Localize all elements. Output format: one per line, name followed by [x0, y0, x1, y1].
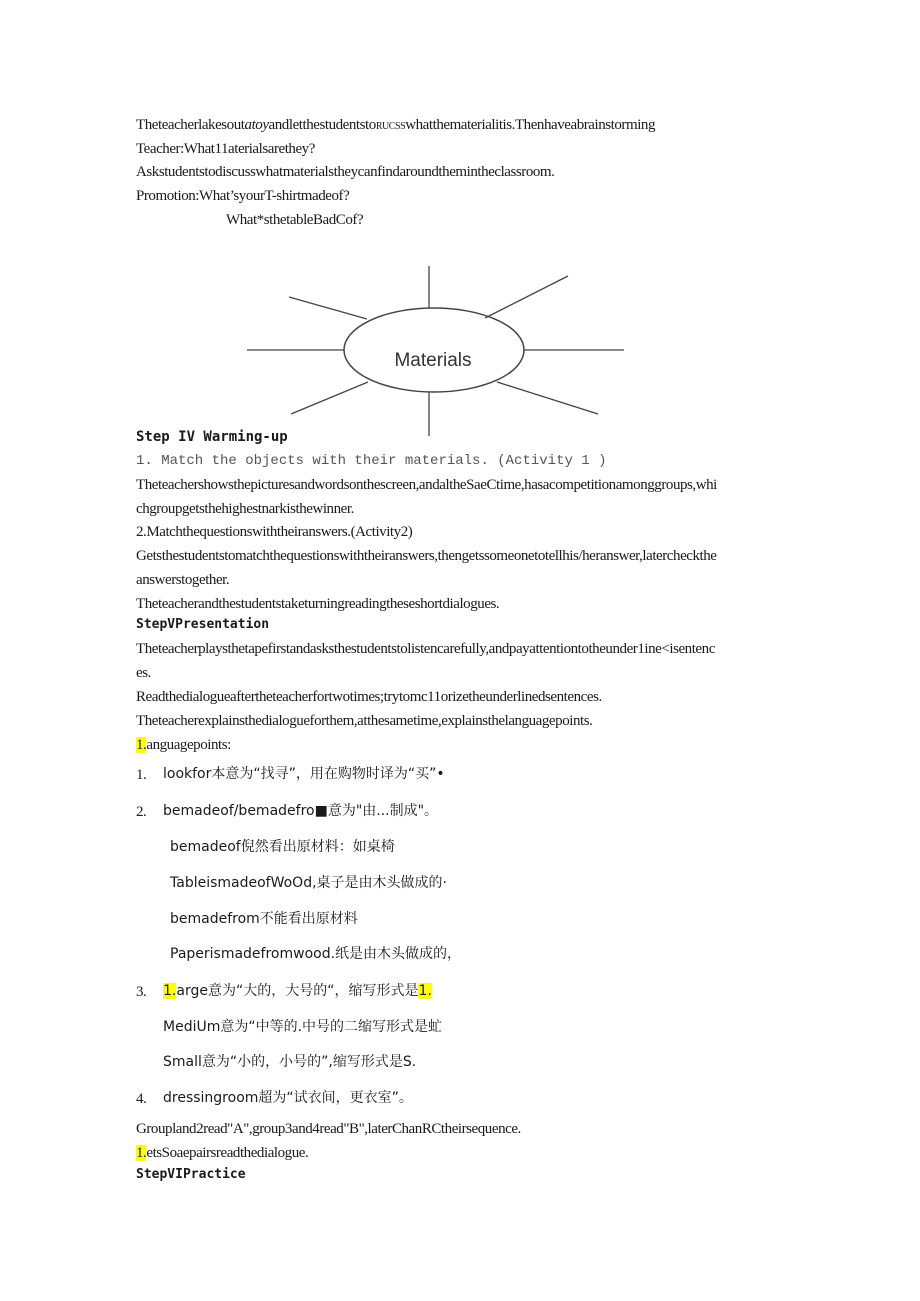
step4-heading: Step IV Warming-up	[136, 429, 288, 445]
item-2-text: bemadeof/bemadefro■意为"由...制成"。	[163, 803, 439, 819]
spoke-lower-left	[291, 382, 368, 414]
step4-para2-b: answerstogether.	[136, 572, 230, 588]
step5-para2: Readthedialogueaftertheteacherfortwotimes;trytomc11orizetheunderlinedsentences.	[136, 689, 602, 705]
spoke-lower-right	[497, 382, 598, 414]
item-3-sub-2: Small意为“小的，小号的”,缩写形式是S.	[163, 1054, 417, 1070]
highlight-mark: 1.	[418, 983, 432, 999]
item-3-number: 3.	[136, 984, 147, 1000]
highlight-mark: 1.	[136, 737, 147, 753]
step5-para5: 1.etsSoaepairsreadthedialogue.	[136, 1145, 309, 1161]
item-2-sub-2: TableismadeofWoOd,桌子是由木头做成的·	[170, 875, 447, 891]
spoke-upper-right	[485, 276, 568, 318]
highlight-mark: 1.	[163, 983, 177, 999]
item-2-sub-4: Paperismadefromwood.纸是由木头做成的，	[170, 946, 462, 962]
item-2-number: 2.	[136, 804, 147, 820]
step4-para1-b: chgroupgetsthehighestnarkisthewinner.	[136, 501, 354, 517]
intro-line-5: What*sthetableBadCof?	[226, 212, 364, 228]
step4-activity2: 2.Matchthequestionswiththeiranswers.(Activity2)	[136, 524, 413, 540]
item-3-text: 1.arge意为“大的，大号的“，缩写形式是1.	[163, 983, 432, 999]
item-1-text: lookfor本意为“找寻”，用在购物时译为“买”•	[163, 766, 445, 782]
intro-line-1: TheteacherlakesoutatoyandletthestudentstoRUCSSwhatthematerialitis.Thenhaveabrainstorming	[136, 117, 656, 133]
step5-para4: Groupland2read"A",group3and4read"B",laterChanRCtheirsequence.	[136, 1121, 521, 1137]
center-label: Materials	[394, 350, 472, 371]
item-1-number: 1.	[136, 767, 147, 783]
step5-para1-a: Theteacherplaysthetapefirstandasksthestudentstolistencarefully,andpayattentiontotheunder1ine<isentenc	[136, 641, 715, 657]
step4-activity1: 1. Match the objects with their materials. (Activity 1 )	[136, 453, 607, 469]
intro-line-2: Teacher:What11aterialsarethey?	[136, 141, 315, 157]
item-2-sub-1: bemadeof倪然看出原材料：如桌椅	[170, 839, 395, 855]
item-2-sub-3: bemadefrom不能看出原材料	[170, 911, 358, 927]
step4-para1-a: Theteachershowsthepicturesandwordsonthescreen,andaltheSaeCtime,hasacompetitionamonggroups,whi	[136, 477, 717, 493]
highlight-mark: 1.	[136, 1145, 147, 1161]
item-4-text: dressingroom超为“试衣间，更衣室”。	[163, 1090, 413, 1106]
step4-para2-a: Getsthestudentstomatchthequestionswiththeiranswers,thengetssomeonetotellhis/heranswer,latercheckthe	[136, 548, 717, 564]
intro-line-4: Promotion:What’syourT-shirtmadeof?	[136, 188, 350, 204]
step4-para3: Theteacherandthestudentstaketurningreadingtheseshortdialogues.	[136, 596, 500, 612]
spoke-upper-left	[289, 297, 367, 319]
step5-para3: Theteacherexplainsthedialogueforthem,atthesametime,explainsthelanguagepoints.	[136, 713, 593, 729]
item-3-sub-1: MediUm意为“中等的.中号的二缩写形式是虻	[163, 1019, 443, 1035]
step5-heading: StepVPresentation	[136, 617, 270, 632]
item-4-number: 4.	[136, 1091, 147, 1107]
step6-heading: StepVIPractice	[136, 1167, 246, 1182]
step5-para1-b: es.	[136, 665, 151, 681]
language-points-heading: 1.anguagepoints:	[136, 737, 231, 753]
intro-line-3: Askstudentstodiscusswhatmaterialstheycanfindaroundthemintheclassroom.	[136, 164, 555, 180]
